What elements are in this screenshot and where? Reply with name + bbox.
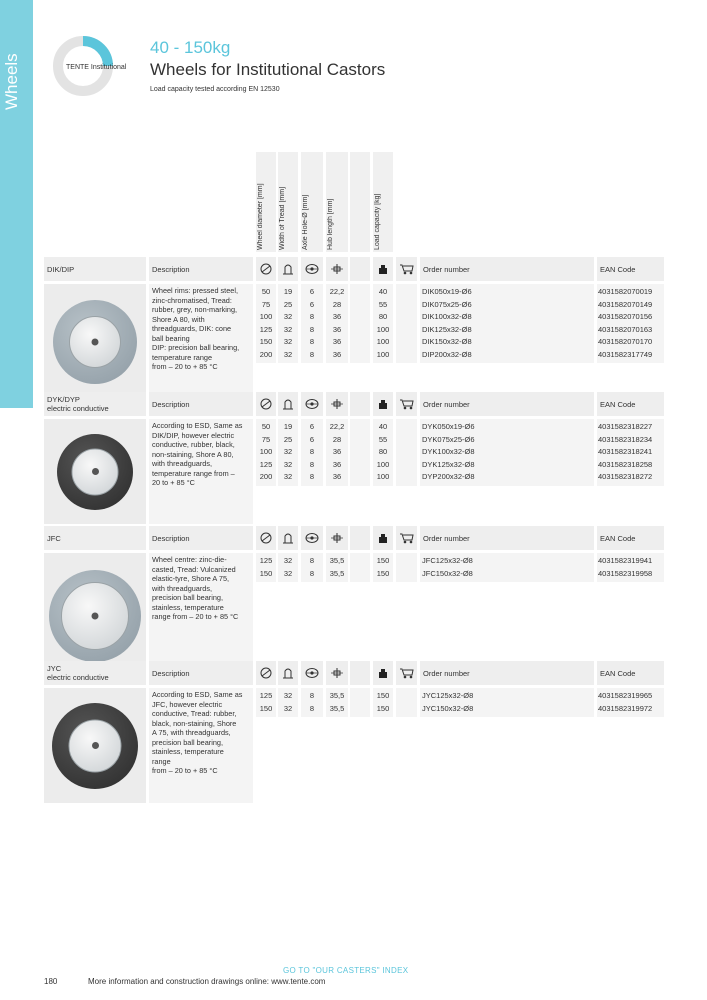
axle-hole-value: 8 — [309, 312, 315, 321]
wheel-bore — [92, 612, 99, 619]
hub-length-value: 36 — [332, 459, 342, 469]
ean-code-value: 4031582318227 — [598, 422, 653, 431]
wheel-diameter-value: 125 — [259, 324, 273, 334]
axle-hole-icon — [301, 526, 323, 550]
col-head-hub-length: Hub length [mm] — [326, 152, 348, 252]
ean-code-value: 4031582318234 — [598, 434, 653, 444]
load-weight-icon — [373, 661, 393, 685]
tread-width-value: 32 — [283, 447, 293, 456]
load-capacity-value: 150 — [376, 568, 390, 578]
wheel-photo — [44, 553, 146, 678]
order-number-header: Order number — [420, 257, 594, 281]
wheel-diameter-value: 125 — [259, 691, 273, 700]
load-capacity-value: 100 — [376, 324, 390, 334]
axle-hole-value: 8 — [309, 459, 315, 469]
tread-width-value: 32 — [283, 556, 293, 565]
axle-hole-value: 8 — [309, 556, 315, 565]
ean-code-header: EAN Code — [597, 526, 664, 550]
hub-length-icon — [326, 526, 348, 550]
load-weight-icon — [373, 392, 393, 416]
trolley-icon — [396, 661, 417, 685]
table-row — [256, 299, 664, 311]
axle-hole-value: 8 — [309, 324, 315, 334]
wheel-diameter-value: 75 — [261, 434, 271, 444]
load-capacity-value: 55 — [378, 434, 388, 444]
order-number-header: Order number — [420, 661, 594, 685]
tread-width-icon — [278, 526, 298, 550]
wheel-diameter-value: 125 — [259, 556, 273, 565]
axle-hole-icon — [301, 392, 323, 416]
blank-header-cell — [350, 526, 370, 550]
hub-length-value: 28 — [332, 299, 342, 309]
section-header-row — [44, 661, 664, 685]
tread-width-value: 32 — [283, 349, 293, 359]
tread-width-value: 32 — [283, 472, 293, 481]
section-name-text: JYC electric conductive — [47, 664, 109, 682]
page-number: 180 — [44, 977, 58, 986]
ean-code-value: 4031582319941 — [598, 556, 653, 565]
axle-hole-value: 8 — [309, 447, 315, 456]
section-name-text: JFC — [47, 533, 61, 543]
tread-width-value: 19 — [283, 422, 293, 431]
col-head-axle-hole: Axle Hole-Ø [mm] — [301, 152, 323, 252]
ean-code-value: 4031582319965 — [598, 691, 653, 700]
axle-hole-icon — [301, 257, 323, 281]
side-tab-label: Wheels — [2, 53, 21, 110]
description-header: Description — [149, 392, 253, 416]
order-number-value: DIK100x32-Ø8 — [422, 312, 472, 321]
hub-length-value: 36 — [332, 312, 342, 321]
section-name — [44, 661, 146, 685]
order-number-value: JFC125x32-Ø8 — [422, 556, 473, 565]
wheel-diameter-value: 50 — [261, 422, 271, 431]
side-tab — [0, 0, 33, 408]
ean-code-value: 4031582070149 — [598, 299, 653, 309]
hub-length-value: 22,2 — [329, 422, 345, 431]
hub-length-value: 35,5 — [329, 568, 345, 578]
table-row — [256, 568, 664, 580]
capacity-range: 40 - 150kg — [150, 38, 231, 57]
load-capacity-value: 100 — [376, 459, 390, 469]
table-row — [256, 311, 664, 323]
ean-code-header: EAN Code — [597, 661, 664, 685]
section-name — [44, 257, 146, 281]
wheel-hub — [69, 719, 122, 772]
logo-text: TENTE Institutional — [66, 64, 127, 71]
tread-width-value: 32 — [283, 324, 293, 334]
load-weight-icon — [373, 526, 393, 550]
table-row — [256, 446, 664, 458]
wheel-diameter-value: 150 — [259, 703, 273, 713]
section-header-row — [44, 392, 664, 416]
wheel-description: According to ESD, Same as JFC, however electric conductive, Tread: rubber, black, non-staining, Shore A 75, with threadguards, precision ball bearing, stainless, temperature range from – 20 to + 85 °C — [149, 688, 253, 803]
table-row — [256, 286, 664, 298]
wheel-diameter-icon — [256, 392, 276, 416]
tread-width-icon — [278, 392, 298, 416]
hub-length-value: 36 — [332, 447, 342, 456]
ean-code-value: 4031582070019 — [598, 287, 653, 296]
table-row — [256, 421, 664, 433]
wheel-diameter-icon — [256, 526, 276, 550]
section-name-text: DIK/DIP — [47, 264, 75, 274]
order-number-value: DYK125x32-Ø8 — [422, 459, 475, 469]
ean-code-value: 4031582318258 — [598, 459, 653, 469]
ean-code-value: 4031582318241 — [598, 447, 653, 456]
col-head-tread-width: Width of Tread [mm] — [278, 152, 298, 252]
blank-header-cell — [350, 257, 370, 281]
axle-hole-value: 8 — [309, 472, 315, 481]
wheel-diameter-value: 125 — [259, 459, 273, 469]
col-head-wheel-diameter: Wheel diameter [mm] — [256, 152, 276, 252]
hub-length-value: 36 — [332, 337, 342, 346]
axle-hole-value: 8 — [309, 349, 315, 359]
hub-length-value: 22,2 — [329, 287, 345, 296]
wheel-description: Wheel rims: pressed steel, zinc-chromatised, Tread: rubber, grey, non-marking, Shore A 80, with threadguards, DIK: cone ball bearing DIP: precision ball bearing, temperature range from – 20 to + 85 °C — [149, 284, 253, 399]
load-capacity-value: 80 — [378, 312, 388, 321]
ean-code-value: 4031582070156 — [598, 312, 653, 321]
wheel-bore — [92, 468, 99, 475]
tread-width-value: 32 — [283, 459, 293, 469]
hub-length-icon — [326, 392, 348, 416]
ean-code-value: 4031582070163 — [598, 324, 653, 334]
tread-width-value: 32 — [283, 703, 293, 713]
table-row — [256, 703, 664, 715]
col-head-blank — [350, 152, 370, 252]
wheel-photo — [44, 419, 146, 524]
tread-width-value: 32 — [283, 691, 293, 700]
axle-hole-value: 6 — [309, 287, 315, 296]
description-header: Description — [149, 526, 253, 550]
wheel-diameter-value: 200 — [259, 472, 273, 481]
wheel-hub — [72, 448, 119, 495]
tread-width-value: 32 — [283, 568, 293, 578]
wheel-diameter-value: 100 — [259, 447, 273, 456]
wheel-diameter-icon — [256, 257, 276, 281]
hub-length-value: 35,5 — [329, 556, 345, 565]
load-capacity-value: 40 — [378, 422, 388, 431]
wheel-photo — [44, 688, 146, 803]
wheel-diameter-icon — [256, 661, 276, 685]
tread-width-icon — [278, 661, 298, 685]
order-number-value: DIK075x25-Ø6 — [422, 299, 472, 309]
load-capacity-value: 80 — [378, 447, 388, 456]
blank-header-cell — [350, 392, 370, 416]
trolley-icon — [396, 257, 417, 281]
tread-width-icon — [278, 257, 298, 281]
table-row — [256, 690, 664, 702]
order-number-value: DIK150x32-Ø8 — [422, 337, 472, 346]
wheel-description: Wheel centre: zinc-die- casted, Tread: Vulcanized elastic-tyre, Shore A 75, with threadguards, precision ball bearing, stainless, temperature range from – 20 to + 85 °C — [149, 553, 253, 678]
table-row — [256, 349, 664, 361]
axle-hole-value: 8 — [309, 568, 315, 578]
hub-length-value: 36 — [332, 349, 342, 359]
ean-code-value: 4031582317749 — [598, 349, 653, 359]
wheel-diameter-value: 50 — [261, 287, 271, 296]
footer-info: More information and construction drawings online: www.tente.com — [88, 977, 326, 986]
hub-length-value: 36 — [332, 472, 342, 481]
order-number-value: DYK050x19-Ø6 — [422, 422, 475, 431]
wheel-hub — [69, 316, 121, 368]
wheel-hub — [61, 582, 129, 650]
blank-header-cell — [350, 661, 370, 685]
axle-hole-icon — [301, 661, 323, 685]
load-capacity-value: 150 — [376, 691, 390, 700]
ean-code-header: EAN Code — [597, 392, 664, 416]
axle-hole-value: 8 — [309, 703, 315, 713]
load-capacity-value: 100 — [376, 472, 390, 481]
hub-length-value: 36 — [332, 324, 342, 334]
wheel-diameter-value: 150 — [259, 337, 273, 346]
tread-width-value: 32 — [283, 312, 293, 321]
load-capacity-value: 100 — [376, 337, 390, 346]
order-number-header: Order number — [420, 392, 594, 416]
tread-width-value: 25 — [283, 434, 293, 444]
page-title: Wheels for Institutional Castors — [150, 60, 386, 79]
wheel-photo — [44, 284, 146, 399]
wheel-bore — [92, 742, 99, 749]
table-row — [256, 434, 664, 446]
ean-code-value: 4031582319958 — [598, 568, 653, 578]
tread-width-value: 32 — [283, 337, 293, 346]
order-number-value: JYC150x32-Ø8 — [422, 703, 474, 713]
order-number-value: JYC125x32-Ø8 — [422, 691, 474, 700]
axle-hole-value: 6 — [309, 422, 315, 431]
hub-length-value: 35,5 — [329, 703, 345, 713]
casters-index-link[interactable]: GO TO "OUR CASTERS" INDEX — [283, 966, 409, 975]
page-subtitle: Load capacity tested according EN 12530 — [150, 86, 280, 93]
order-number-value: DIP200x32-Ø8 — [422, 349, 472, 359]
order-number-value: DYK075x25-Ø6 — [422, 434, 475, 444]
load-weight-icon — [373, 257, 393, 281]
load-capacity-value: 150 — [376, 556, 390, 565]
trolley-icon — [396, 526, 417, 550]
table-row — [256, 459, 664, 471]
ean-code-value: 4031582319972 — [598, 703, 653, 713]
wheel-tread — [52, 703, 138, 789]
order-number-value: DYP200x32-Ø8 — [422, 472, 475, 481]
hub-length-icon — [326, 661, 348, 685]
ean-code-value: 4031582070170 — [598, 337, 653, 346]
table-row — [256, 336, 664, 348]
tread-width-value: 19 — [283, 287, 293, 296]
wheel-tread — [53, 300, 137, 384]
table-row — [256, 471, 664, 483]
section-header-row — [44, 257, 664, 281]
axle-hole-value: 6 — [309, 434, 315, 444]
order-number-header: Order number — [420, 526, 594, 550]
order-number-value: JFC150x32-Ø8 — [422, 568, 473, 578]
axle-hole-value: 6 — [309, 299, 315, 309]
table-row — [256, 324, 664, 336]
ean-code-value: 4031582318272 — [598, 472, 653, 481]
wheel-diameter-value: 100 — [259, 312, 273, 321]
wheel-bore — [92, 338, 99, 345]
axle-hole-value: 8 — [309, 337, 315, 346]
col-head-load-capacity: Load capacity [kg] — [373, 152, 393, 252]
wheel-diameter-value: 150 — [259, 568, 273, 578]
section-header-row — [44, 526, 664, 550]
wheel-diameter-value: 200 — [259, 349, 273, 359]
wheel-diameter-value: 75 — [261, 299, 271, 309]
load-capacity-value: 150 — [376, 703, 390, 713]
order-number-value: DIK050x19-Ø6 — [422, 287, 472, 296]
section-name — [44, 392, 146, 416]
load-capacity-value: 100 — [376, 349, 390, 359]
axle-hole-value: 8 — [309, 691, 315, 700]
load-capacity-value: 40 — [378, 287, 388, 296]
order-number-value: DIK125x32-Ø8 — [422, 324, 472, 334]
trolley-icon — [396, 392, 417, 416]
hub-length-icon — [326, 257, 348, 281]
order-number-value: DYK100x32-Ø8 — [422, 447, 475, 456]
tread-width-value: 25 — [283, 299, 293, 309]
ean-code-header: EAN Code — [597, 257, 664, 281]
wheel-tread — [57, 434, 133, 510]
load-capacity-value: 55 — [378, 299, 388, 309]
description-header: Description — [149, 661, 253, 685]
wheel-tread — [49, 570, 141, 662]
table-row — [256, 555, 664, 567]
section-name-text: DYK/DYP electric conductive — [47, 395, 109, 413]
hub-length-value: 28 — [332, 434, 342, 444]
section-name — [44, 526, 146, 550]
wheel-description: According to ESD, Same as DIK/DIP, however electric conductive, rubber, black, non-staining, Shore A 80, with threadguards, temperature range from – 20 to + 85 °C — [149, 419, 253, 524]
hub-length-value: 35,5 — [329, 691, 345, 700]
description-header: Description — [149, 257, 253, 281]
